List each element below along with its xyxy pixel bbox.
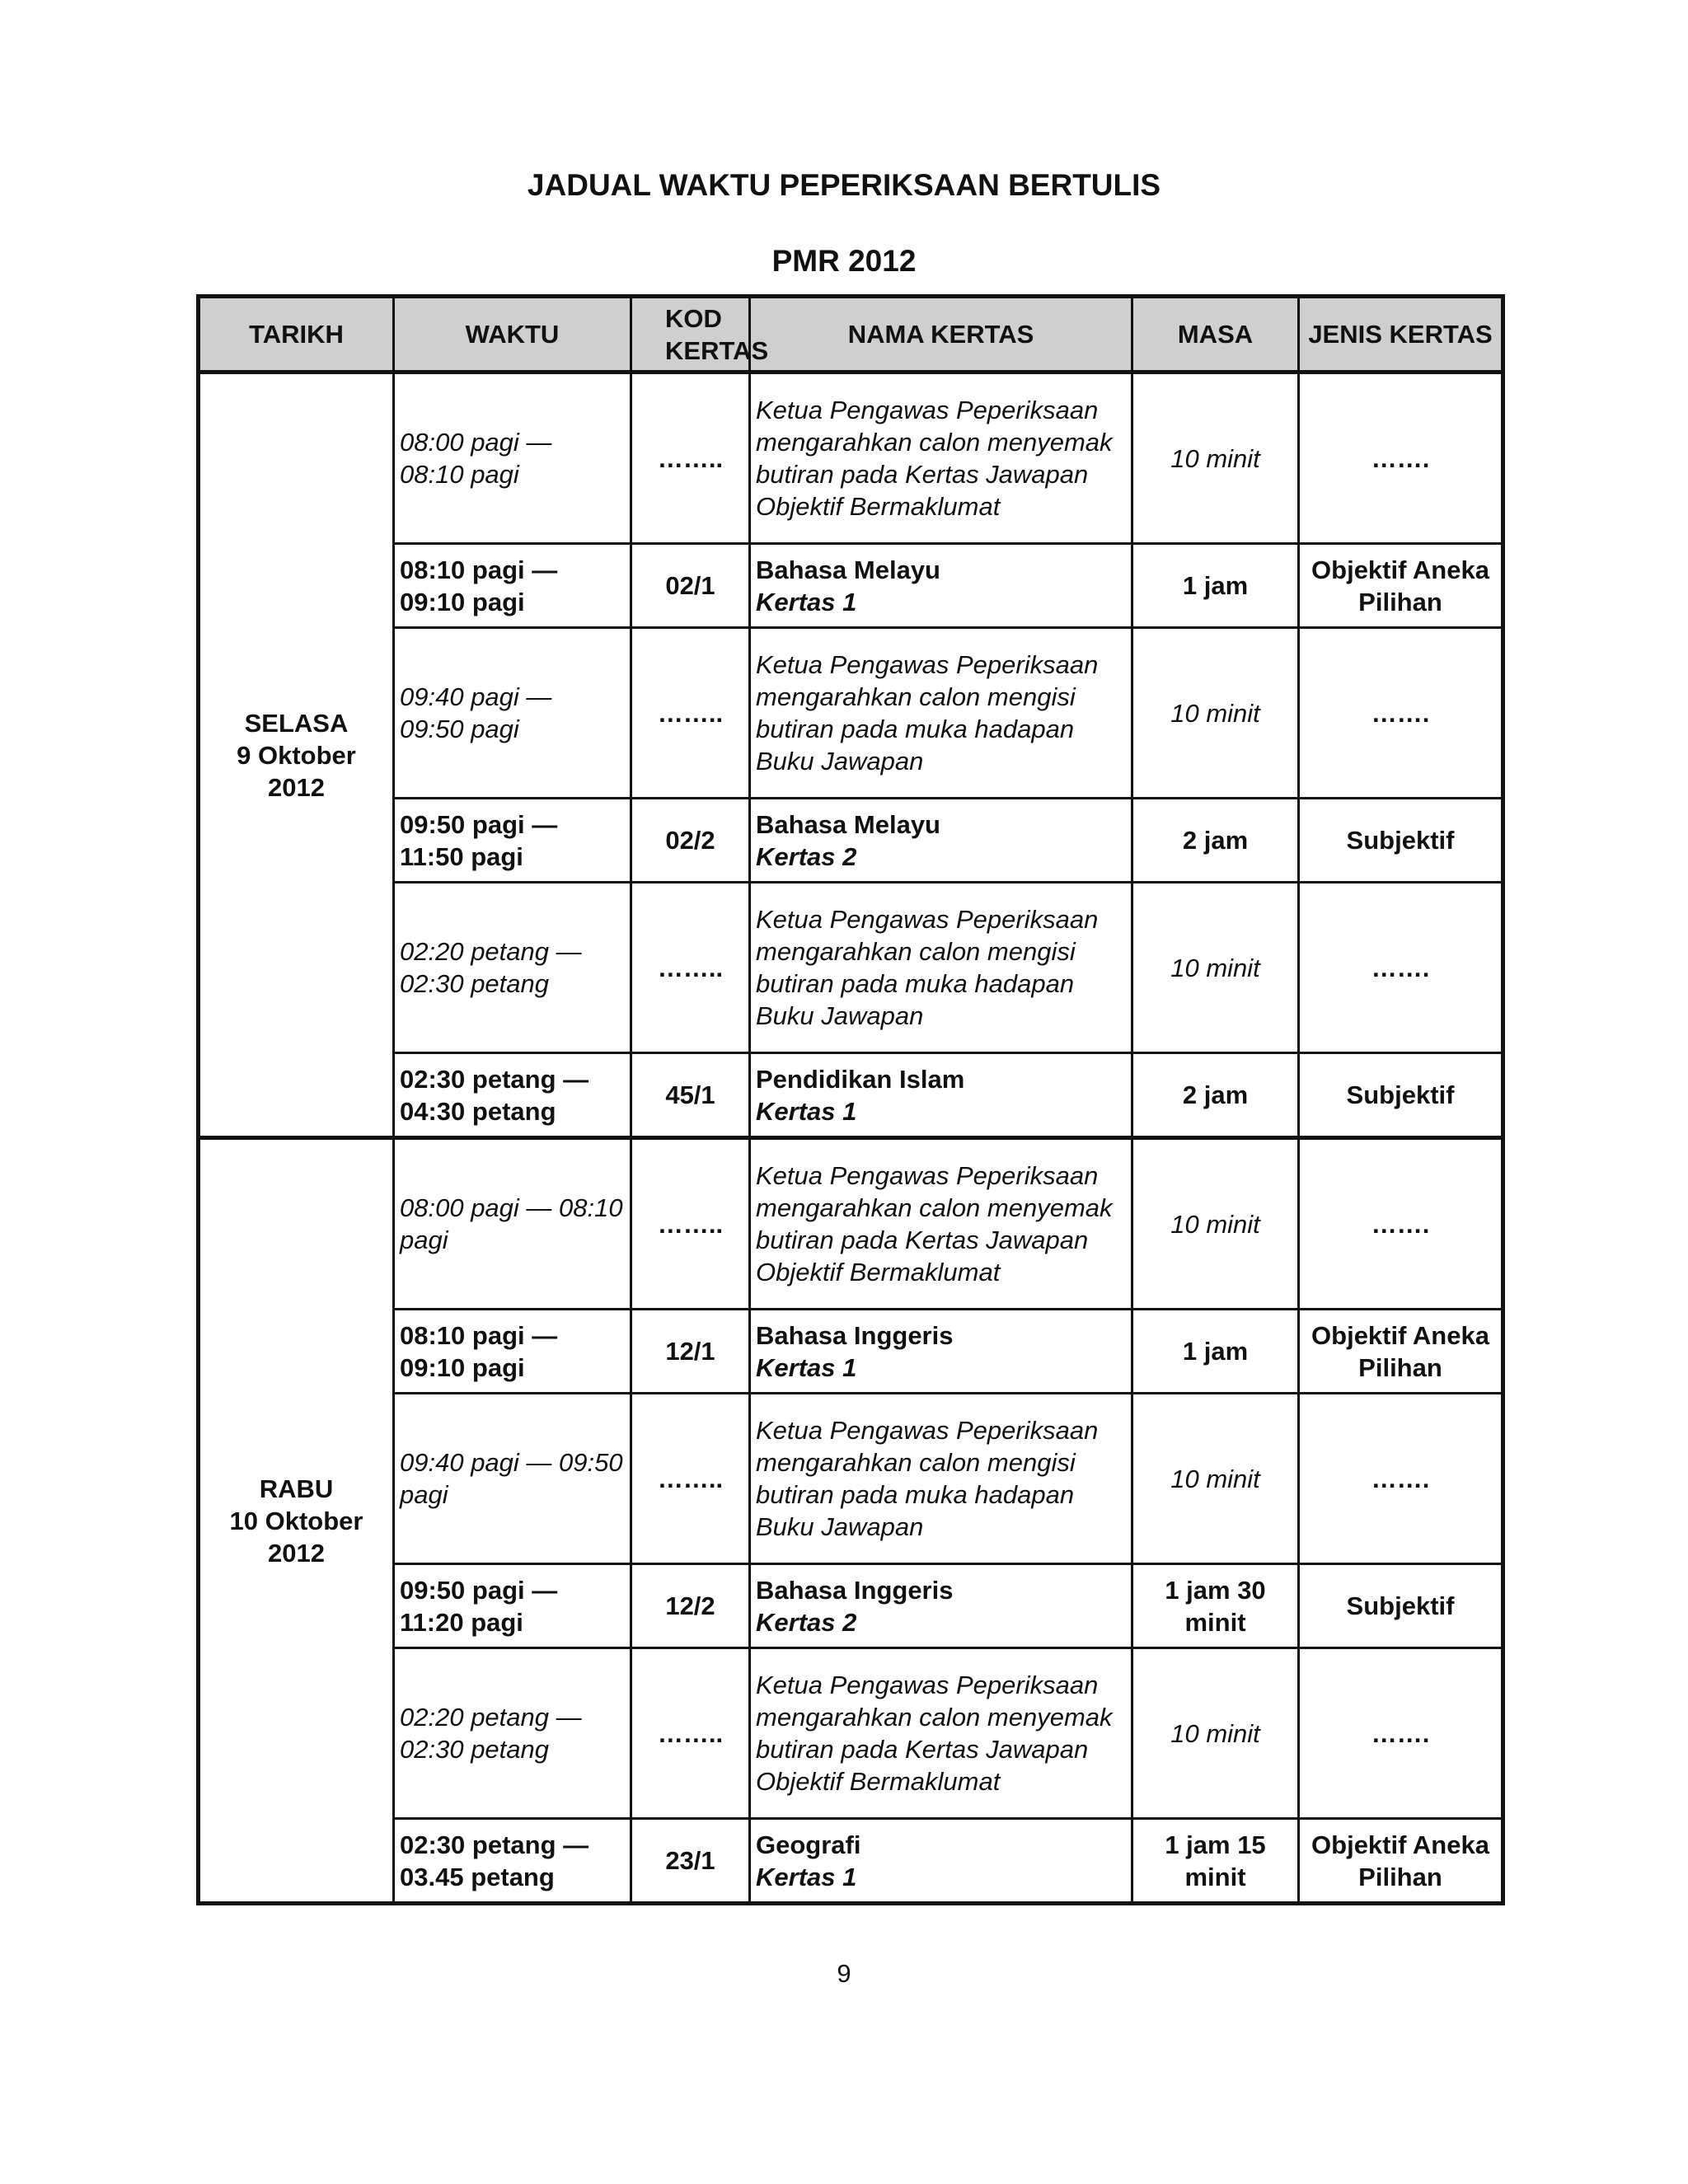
cell-kod-kertas: …….. xyxy=(631,1394,750,1564)
cell-kod-kertas: …….. xyxy=(631,883,750,1053)
cell-waktu: 09:40 pagi — 09:50 pagi xyxy=(394,1394,631,1564)
cell-nama-kertas xyxy=(750,544,1132,628)
table-row xyxy=(199,1138,1503,1310)
subject-name: Pendidikan Islam xyxy=(756,1064,965,1094)
paper-number: Kertas 2 xyxy=(756,1607,857,1637)
cell-kod-kertas: …….. xyxy=(631,1138,750,1310)
cell-nama-kertas: Ketua Pengawas Peperiksaan mengarahkan calon mengisi butiran pada muka hadapan Buku Jawapan xyxy=(750,628,1132,799)
subject-name: Bahasa Melayu xyxy=(756,555,940,584)
page-number: 9 xyxy=(837,1959,851,1988)
cell-tarikh: RABU 10 Oktober 2012 xyxy=(199,1138,394,1904)
table-header xyxy=(199,297,1503,373)
table-body xyxy=(199,373,1503,1904)
paper-number: Kertas 1 xyxy=(756,1352,857,1382)
cell-jenis-kertas: ……. xyxy=(1299,373,1503,544)
cell-nama-kertas xyxy=(750,1819,1132,1904)
table-row xyxy=(199,883,1503,1053)
cell-waktu: 09:50 pagi — 11:20 pagi xyxy=(394,1564,631,1648)
paper-number: Kertas 1 xyxy=(756,1862,857,1891)
cell-nama-kertas xyxy=(750,1564,1132,1648)
cell-nama-kertas: Ketua Pengawas Peperiksaan mengarahkan calon menyemak butiran pada Kertas Jawapan Objektif Bermaklumat xyxy=(750,1648,1132,1819)
header-waktu: WAKTU xyxy=(394,297,631,373)
cell-masa: 2 jam xyxy=(1132,799,1299,883)
cell-nama-kertas xyxy=(750,1053,1132,1138)
cell-masa: 1 jam xyxy=(1132,544,1299,628)
cell-kod-kertas: 45/1 xyxy=(631,1053,750,1138)
cell-waktu: 08:00 pagi — 08:10 pagi xyxy=(394,373,631,544)
cell-masa: 10 minit xyxy=(1132,1648,1299,1819)
cell-waktu: 02:20 petang — 02:30 petang xyxy=(394,883,631,1053)
cell-masa: 10 minit xyxy=(1132,373,1299,544)
cell-kod-kertas: 02/2 xyxy=(631,799,750,883)
cell-waktu: 02:30 petang — 04:30 petang xyxy=(394,1053,631,1138)
document-subtitle: PMR 2012 xyxy=(771,244,917,278)
cell-masa: 10 minit xyxy=(1132,883,1299,1053)
cell-masa: 10 minit xyxy=(1132,628,1299,799)
exam-schedule-table xyxy=(196,294,1505,1905)
header-masa: MASA xyxy=(1132,297,1299,373)
cell-waktu: 08:10 pagi — 09:10 pagi xyxy=(394,1310,631,1394)
cell-nama-kertas: Ketua Pengawas Peperiksaan mengarahkan calon mengisi butiran pada muka hadapan Buku Jawapan xyxy=(750,1394,1132,1564)
paper-number: Kertas 2 xyxy=(756,841,857,871)
cell-jenis-kertas: Subjektif xyxy=(1299,1564,1503,1648)
cell-masa: 2 jam xyxy=(1132,1053,1299,1138)
cell-jenis-kertas: ……. xyxy=(1299,628,1503,799)
cell-masa: 1 jam xyxy=(1132,1310,1299,1394)
table-row xyxy=(199,373,1503,544)
cell-masa: 1 jam 30 minit xyxy=(1132,1564,1299,1648)
cell-jenis-kertas: ……. xyxy=(1299,883,1503,1053)
subject-name: Geografi xyxy=(756,1830,861,1859)
cell-waktu: 02:30 petang — 03.45 petang xyxy=(394,1819,631,1904)
header-row xyxy=(199,297,1503,373)
cell-jenis-kertas: Objektif Aneka Pilihan xyxy=(1299,544,1503,628)
cell-waktu: 08:10 pagi — 09:10 pagi xyxy=(394,544,631,628)
cell-nama-kertas: Ketua Pengawas Peperiksaan mengarahkan calon mengisi butiran pada muka hadapan Buku Jawapan xyxy=(750,883,1132,1053)
table-row xyxy=(199,1394,1503,1564)
cell-kod-kertas: …….. xyxy=(631,373,750,544)
cell-nama-kertas xyxy=(750,799,1132,883)
cell-waktu: 02:20 petang — 02:30 petang xyxy=(394,1648,631,1819)
cell-kod-kertas: 23/1 xyxy=(631,1819,750,1904)
cell-masa: 1 jam 15 minit xyxy=(1132,1819,1299,1904)
cell-tarikh: SELASA 9 Oktober 2012 xyxy=(199,373,394,1138)
cell-masa: 10 minit xyxy=(1132,1138,1299,1310)
cell-waktu: 09:50 pagi — 11:50 pagi xyxy=(394,799,631,883)
cell-kod-kertas: 12/2 xyxy=(631,1564,750,1648)
paper-number: Kertas 1 xyxy=(756,1096,857,1126)
cell-jenis-kertas: Subjektif xyxy=(1299,1053,1503,1138)
cell-jenis-kertas: Subjektif xyxy=(1299,799,1503,883)
header-jenis-kertas: JENIS KERTAS xyxy=(1299,297,1503,373)
subject-name: Bahasa Inggeris xyxy=(756,1320,954,1350)
header-nama-kertas: NAMA KERTAS xyxy=(750,297,1132,373)
subject-name: Bahasa Melayu xyxy=(756,809,940,839)
cell-masa: 10 minit xyxy=(1132,1394,1299,1564)
header-kod-kertas: KOD KERTAS xyxy=(631,297,750,373)
table-row xyxy=(199,1053,1503,1138)
cell-kod-kertas: 02/1 xyxy=(631,544,750,628)
table-row xyxy=(199,1564,1503,1648)
cell-nama-kertas: Ketua Pengawas Peperiksaan mengarahkan calon menyemak butiran pada Kertas Jawapan Objektif Bermaklumat xyxy=(750,373,1132,544)
document-title: JADUAL WAKTU PEPERIKSAAN BERTULIS xyxy=(527,168,1161,202)
cell-kod-kertas: 12/1 xyxy=(631,1310,750,1394)
paper-number: Kertas 1 xyxy=(756,587,857,616)
cell-waktu: 09:40 pagi — 09:50 pagi xyxy=(394,628,631,799)
table-row xyxy=(199,544,1503,628)
cell-waktu: 08:00 pagi — 08:10 pagi xyxy=(394,1138,631,1310)
cell-jenis-kertas: ……. xyxy=(1299,1138,1503,1310)
table-row xyxy=(199,1648,1503,1819)
cell-kod-kertas: …….. xyxy=(631,628,750,799)
table-row xyxy=(199,628,1503,799)
cell-nama-kertas: Ketua Pengawas Peperiksaan mengarahkan calon menyemak butiran pada Kertas Jawapan Objektif Bermaklumat xyxy=(750,1138,1132,1310)
cell-jenis-kertas: Objektif Aneka Pilihan xyxy=(1299,1310,1503,1394)
subject-name: Bahasa Inggeris xyxy=(756,1575,954,1605)
cell-jenis-kertas: ……. xyxy=(1299,1648,1503,1819)
table-row xyxy=(199,1819,1503,1904)
table-row xyxy=(199,1310,1503,1394)
cell-kod-kertas: …….. xyxy=(631,1648,750,1819)
cell-jenis-kertas: ……. xyxy=(1299,1394,1503,1564)
cell-jenis-kertas: Objektif Aneka Pilihan xyxy=(1299,1819,1503,1904)
table-row xyxy=(199,799,1503,883)
header-tarikh: TARIKH xyxy=(199,297,394,373)
cell-nama-kertas xyxy=(750,1310,1132,1394)
